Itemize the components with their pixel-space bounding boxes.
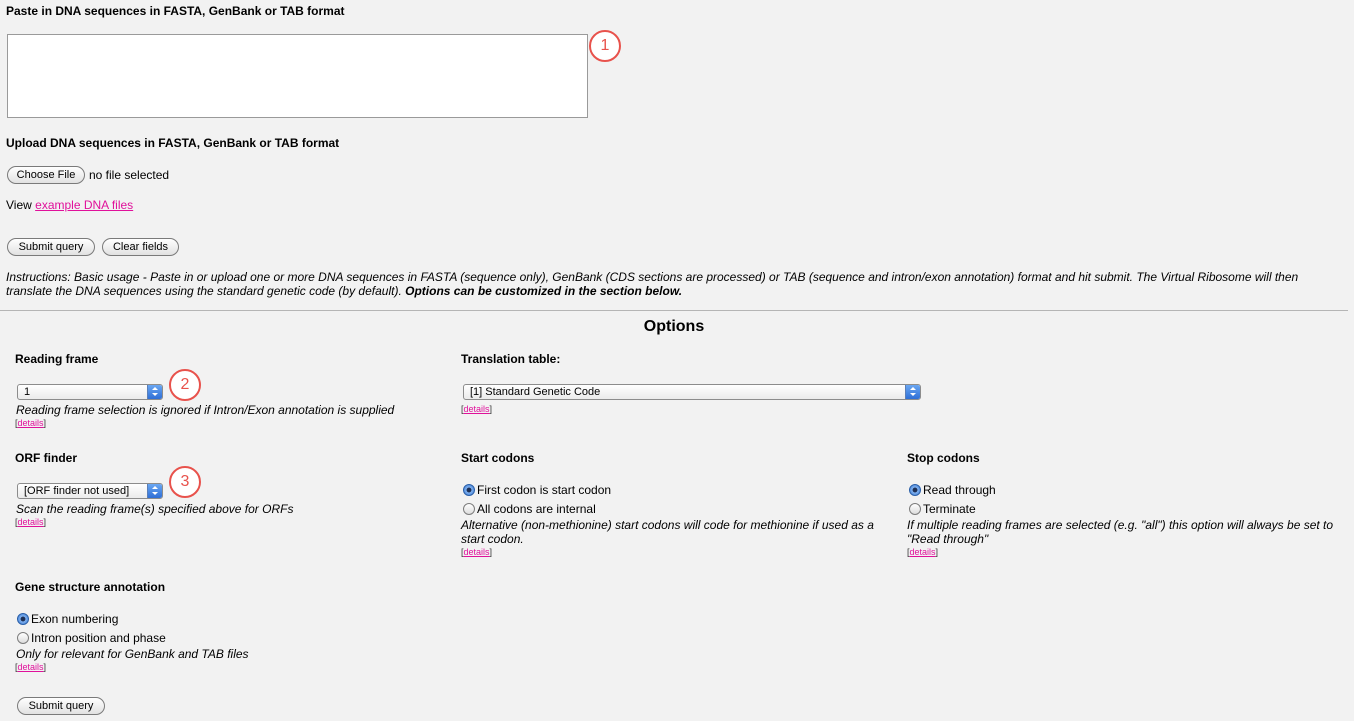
reading-frame-value: 1 — [24, 386, 31, 398]
submit-query-button[interactable]: Submit query — [7, 238, 95, 256]
orf-finder-details: [details] — [15, 517, 47, 527]
stop-codon-read-through-radio[interactable] — [909, 484, 921, 496]
instructions-bold: Options can be customized in the section below. — [405, 284, 683, 298]
stop-codon-read-through-label: Read through — [923, 483, 996, 497]
gene-structure-details: [details] — [15, 662, 47, 672]
orf-finder-note: Scan the reading frame(s) specified above for ORFs — [16, 502, 294, 516]
gene-structure-note: Only for relevant for GenBank and TAB files — [16, 647, 249, 661]
gene-structure-exon-radio[interactable] — [17, 613, 29, 625]
select-arrow-icon — [147, 385, 162, 399]
options-title: Options — [643, 318, 705, 335]
sequence-input[interactable] — [7, 34, 588, 118]
stop-codons-details: [details] — [907, 547, 939, 557]
translation-table-select[interactable] — [463, 384, 921, 400]
stop-codons-details-link[interactable]: details — [909, 547, 936, 557]
view-examples-line — [6, 198, 133, 212]
reading-frame-select[interactable] — [17, 384, 163, 400]
orf-finder-details-link[interactable]: details — [17, 517, 44, 527]
stop-codons-note: If multiple reading frames are selected (e.g. "all") this option will always be set to "Read through" — [907, 518, 1334, 546]
reading-frame-details: [details] — [15, 418, 47, 428]
clear-fields-button[interactable]: Clear fields — [102, 238, 179, 256]
orf-finder-label: ORF finder — [15, 451, 77, 465]
start-codons-details-link[interactable]: details — [463, 547, 490, 557]
gene-structure-intron-radio[interactable] — [17, 632, 29, 644]
start-codon-first-label: First codon is start codon — [477, 483, 612, 497]
reading-frame-details-link[interactable]: details — [17, 418, 44, 428]
start-codon-internal-radio[interactable] — [463, 503, 475, 515]
reading-frame-label: Reading frame — [15, 352, 99, 366]
gene-structure-exon-label: Exon numbering — [31, 612, 119, 626]
upload-label: Upload DNA sequences in FASTA, GenBank or TAB format — [6, 136, 340, 150]
callout-2: 2 — [169, 369, 201, 401]
gene-structure-intron-label: Intron position and phase — [31, 631, 166, 645]
gene-structure-label: Gene structure annotation — [15, 580, 166, 594]
translation-table-details-link[interactable]: details — [463, 404, 490, 414]
divider — [0, 310, 1348, 311]
start-codons-details: [details] — [461, 547, 493, 557]
instructions-text: Instructions: Basic usage - Paste in or upload one or more DNA sequences in FASTA (sequence only), GenBank (CDS sections are processed) or TAB (sequence and intron/exon annotation) format and hit submit. The Virtual Ribosome will then translate the DNA sequences using the standard genetic code (by default). — [6, 270, 1299, 298]
translation-table-details: [details] — [461, 404, 493, 414]
start-codons-note: Alternative (non-methionine) start codons will code for methionine if used as a start codon. — [461, 518, 874, 546]
select-arrow-icon — [147, 484, 162, 498]
translation-table-label: Translation table: — [461, 352, 561, 366]
view-prefix: View — [6, 198, 32, 212]
orf-finder-value: [ORF finder not used] — [24, 485, 130, 497]
gene-structure-details-link[interactable]: details — [17, 662, 44, 672]
instructions — [6, 270, 1346, 298]
paste-label: Paste in DNA sequences in FASTA, GenBank or TAB format — [6, 4, 345, 18]
stop-codon-terminate-radio[interactable] — [909, 503, 921, 515]
start-codon-internal-label: All codons are internal — [477, 502, 596, 516]
start-codons-label: Start codons — [461, 451, 535, 465]
options-submit-query-button[interactable]: Submit query — [17, 697, 105, 715]
example-dna-files-link[interactable]: example DNA files — [35, 198, 134, 212]
stop-codons-label: Stop codons — [907, 451, 980, 465]
file-status: no file selected — [89, 168, 170, 182]
reading-frame-note: Reading frame selection is ignored if Intron/Exon annotation is supplied — [16, 403, 395, 417]
select-arrow-icon — [905, 385, 920, 399]
callout-1: 1 — [589, 30, 621, 62]
start-codon-first-radio[interactable] — [463, 484, 475, 496]
stop-codon-terminate-label: Terminate — [923, 502, 976, 516]
choose-file-button[interactable]: Choose File — [7, 166, 85, 184]
orf-finder-select[interactable] — [17, 483, 163, 499]
callout-3: 3 — [169, 466, 201, 498]
translation-table-value: [1] Standard Genetic Code — [470, 386, 601, 398]
